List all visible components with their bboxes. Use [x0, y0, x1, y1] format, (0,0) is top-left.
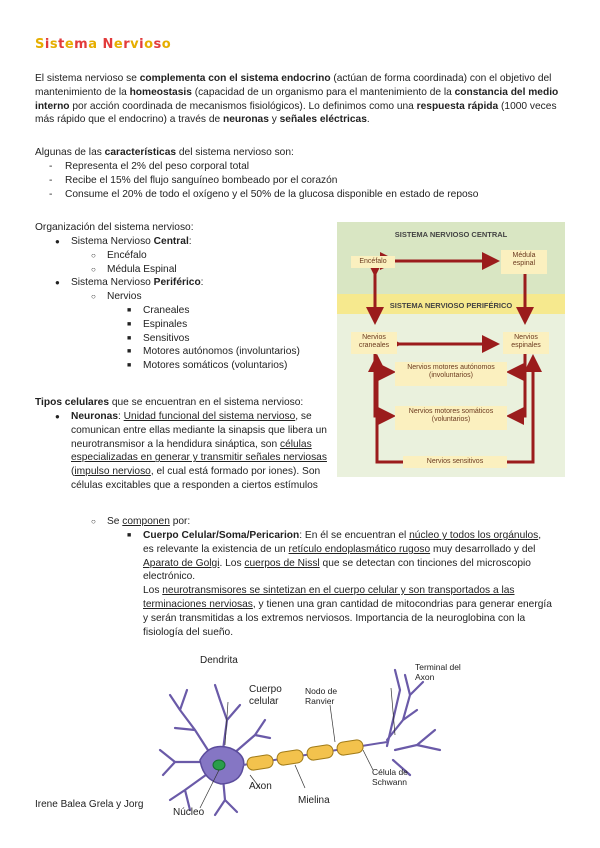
- label-nucleo: Núcleo: [173, 807, 205, 818]
- list-item: ● Sistema Nervioso Periférico:: [55, 277, 204, 289]
- list-item: ■ Motores somáticos (voluntarios): [127, 360, 288, 372]
- peripheral-title: SISTEMA NERVIOSO PERIFÉRICO: [389, 301, 513, 310]
- cell-types-lead: Tipos celulares que se encuentran en el sistema nervioso:: [35, 397, 304, 408]
- label-cuerpo: Cuerpo celular: [249, 684, 282, 707]
- organization-heading: Organización del sistema nervioso:: [35, 222, 194, 233]
- list-item: ■ Motores autónomos (involuntarios): [127, 346, 300, 358]
- box-medula: Médula espinal: [501, 250, 547, 274]
- title-char: i: [44, 37, 50, 52]
- list-item: ■ Espinales: [127, 318, 188, 330]
- list-item: ● Sistema Nervioso Central:: [55, 236, 192, 247]
- label-axon: Axon: [249, 781, 272, 792]
- intro-paragraph: El sistema nervioso se complementa con el sistema endocrino (actúan de forma coordinada) con el objetivo del mantenimiento de la homeostasis (capacidad de un organismo para el mantenimiento de la constancia del medio interno por acción coordinada de mecanismos fisiológicos). Lo definimos como una respuesta rápida (1000 veces más rápido que el endocrino) a través de neuronas y señales eléctricas.: [35, 73, 559, 126]
- title-char: a: [88, 37, 98, 52]
- title-char: v: [130, 37, 140, 52]
- box-encefalo: Encéfalo: [351, 256, 395, 268]
- title-char: o: [161, 37, 172, 52]
- list-item: - Consume el 20% de todo el oxígeno y el 50% de la glucosa disponible en estado de reposo: [49, 188, 479, 200]
- label-terminal: Terminal del Axon: [415, 662, 461, 682]
- title-char: S: [35, 37, 45, 52]
- title-char: r: [123, 37, 131, 52]
- title-char: e: [64, 37, 75, 52]
- footer-authors: Irene Balea Grela y Jorg: [35, 799, 144, 810]
- box-espinales: Nervios espinales: [503, 332, 549, 354]
- list-item: - Representa el 2% del peso corporal total: [49, 161, 250, 172]
- title-char: s: [153, 37, 162, 52]
- title-char: t: [58, 37, 65, 52]
- title-char: N: [102, 37, 114, 52]
- title-char: s: [49, 37, 59, 52]
- title-char: m: [74, 37, 89, 52]
- list-item: ■ Craneales: [127, 304, 190, 316]
- organization-list: [55, 235, 331, 373]
- characteristics-lead: Algunas de las características del sistema nervioso son:: [35, 147, 294, 158]
- cuerpo-item: ■ Cuerpo Celular/Soma/Pericarion: En él se encuentran el núcleo y todos los orgánulos, es relevante la existencia de un retículo endoplasmático rugoso muy desarrollado y del Aparato de Golgi. Los cuerpos de Nissl que se detectan con tinciones del microscopio electrónico. Los neurotransmisores se sintetizan en el cuerpo celular y son transportados a las terminaciones nerviosas, y tienen una gran cantidad de mitocondrias para generar energía y serán transmitidas a los extremos nerviosos. Importancia de la neuroglobina con la fisiología del sueño.: [127, 530, 552, 638]
- title-char: i: [139, 37, 145, 52]
- page-title: [35, 38, 171, 52]
- neuronas-item: ● Neuronas: Unidad funcional del sistema nervioso, se comunican entre ellas mediante la sinapsis que libera un neurotransmisor a la hendidura sináptica, son células especializadas en generar y transmitir señales nerviosas (impulso nervioso, el cual está formado por iones). Son células excitables que a responden a ciertos estímulos: [55, 411, 327, 491]
- title-char: o: [144, 37, 154, 52]
- box-sensitivos: Nervios sensitivos: [403, 456, 507, 468]
- label-schwann: Célula de Schwann: [372, 767, 408, 787]
- label-dendrita: Dendrita: [200, 655, 238, 666]
- componen-item: ○ Se componen por:: [91, 516, 191, 527]
- list-item: ○ Encéfalo: [91, 249, 147, 261]
- nervous-system-diagram: [337, 222, 565, 477]
- list-item: ○ Nervios: [91, 291, 142, 303]
- title-char: e: [113, 37, 124, 52]
- characteristics-list: [49, 160, 565, 201]
- box-craneales: Nervios craneales: [351, 332, 397, 354]
- box-autonomos: Nervios motores autónomos (involuntarios): [395, 362, 507, 386]
- list-item: ■ Sensitivos: [127, 332, 190, 344]
- box-somaticos: Nervios motores somáticos (voluntarios): [395, 406, 507, 430]
- central-title: SISTEMA NERVIOSO CENTRAL: [394, 230, 508, 239]
- list-item: ○ Médula Espinal: [91, 263, 177, 275]
- label-nodo: Nodo de Ranvier: [305, 686, 338, 706]
- list-item: - Recibe el 15% del flujo sanguíneo bombeado por el corazón: [49, 174, 338, 186]
- label-mielina: Mielina: [298, 795, 330, 806]
